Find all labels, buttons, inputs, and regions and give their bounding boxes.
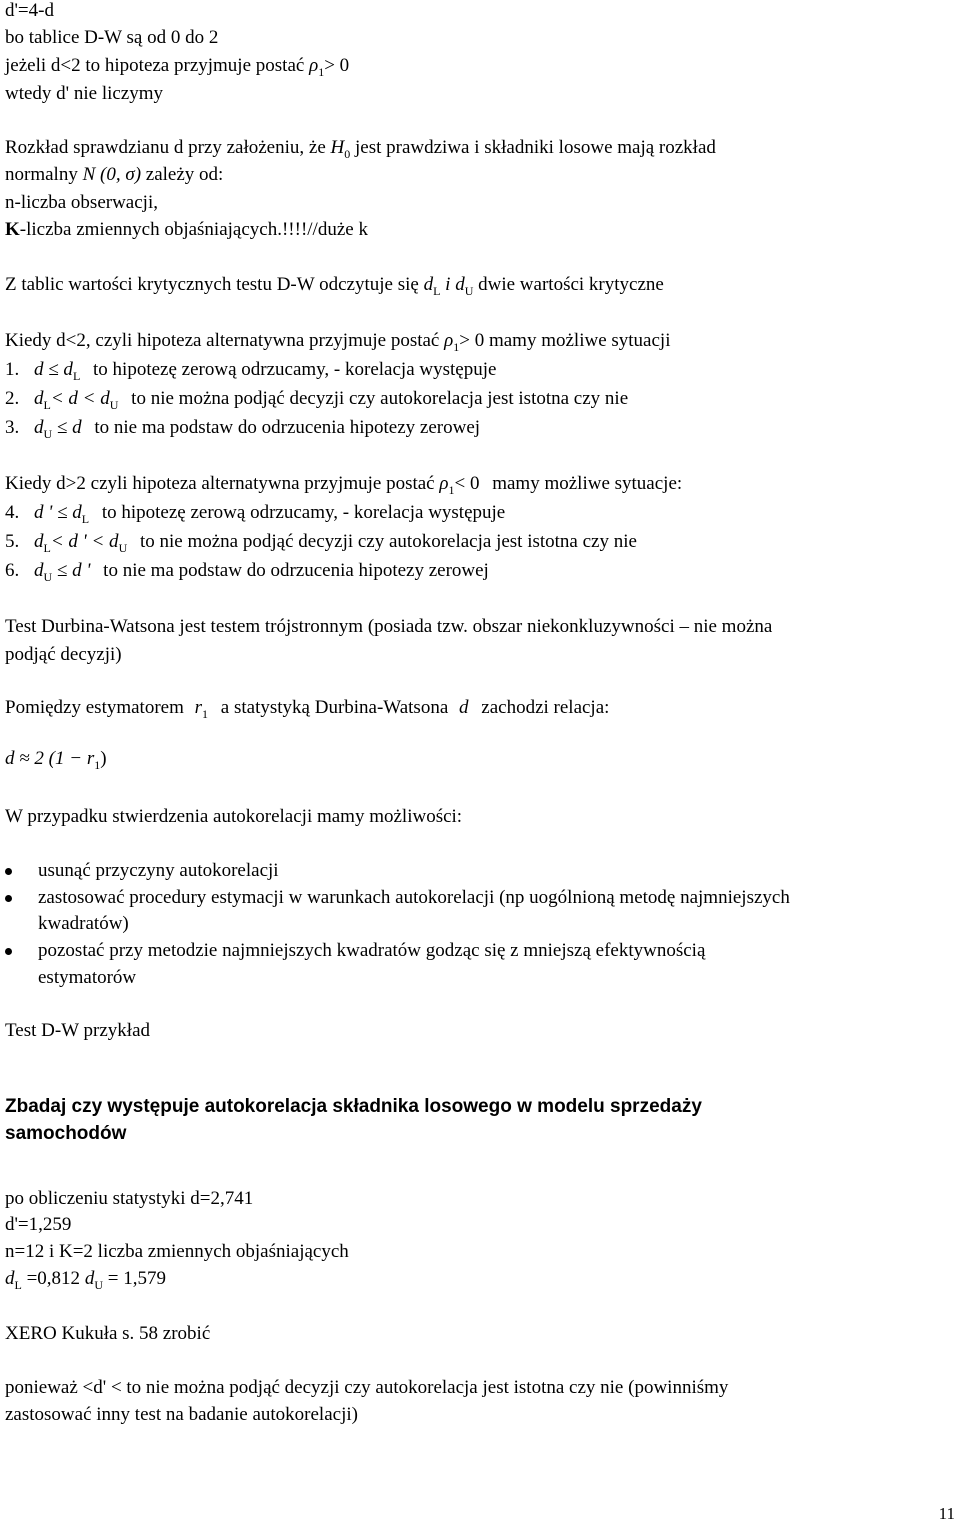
text-line: bo tablice D-W są od 0 do 2: [5, 27, 219, 48]
text-line: $d_L =0,812$ $d_U = 1,579$: [5, 1268, 166, 1292]
list-item: 2. $d_L< d < d_U$ to nie można podjąć decyzji czy autokorelacja jest istotna czy nie: [5, 388, 629, 412]
text-line: jeżeli d<2 to hipoteza przyjmuje postać $\rho_1> 0$: [5, 55, 350, 79]
page-number: 11: [938, 1504, 955, 1523]
section-heading: Zbadaj czy występuje autokorelacja składnika losowego w modelu sprzedaży: [5, 1096, 702, 1117]
text-line: Kiedy d<2, czyli hipoteza alternatywna przyjmuje postać $\rho_1> 0$ mamy możliwe sytuacji: [5, 330, 671, 354]
text-line: n=12 i K=2 liczba zmiennych objaśniających: [5, 1241, 349, 1262]
text-line: K-liczba zmiennych objaśniających.!!!!//duże k: [5, 219, 368, 240]
list-item: 3. $d_U \le d$ to nie ma podstaw do odrzucenia hipotezy zerowej: [5, 417, 481, 441]
document-page: d'=4-d bo tablice D-W są od 0 do 2 jeżeli d<2 to hipoteza przyjmuje postać $\rho_1> 0$ wtedy d' nie liczymy Rozkład sprawdzianu d przy założeniu, że $H_0$ jest prawdziwa i składniki losowe mają rozkład normalny N (0, σ) zależy od: n-liczba obserwacji, K-liczba zmiennych objaśniających.!!!!//duże k Z tablic wartości krytycznych testu D-W odczytuje się $d_L$ i $d_U$ dwie wartości krytyczne Kiedy d<2, czyli hipoteza alternatywna przyjmuje postać $\rho_1> 0$ mamy możliwe sytuacji 1. $d \le d_L$ to hipotezę zerową odrzucamy, - korelacja występuje 2. $d_L< d < d_U$ to nie można podjąć decyzji czy autokorelacja jest istotna czy nie 3. $d_U \le d$ to nie ma podstaw do odrzucenia hipotezy zerowej Kiedy d>2 czyli hipoteza alternatywna przyjmuje postać $\rho_1< 0$ mamy możliwe sytuacje: 4. d ' ≤ $d_L$ to hipotezę zerową odrzucamy, - korelacja występuje 5. $d_L< d$ ' < $d_U$ to nie można podjąć decyzji czy autokorelacja jest istotna czy nie 6. $d_U \le d$ ' to nie ma podstaw do odrzucenia hipotezy zerowej Test Durbina-Watsona jest testem trójstronnym (posiada tzw. obszar niekonkluzywności – nie można podjąć decyzji) Pomiędzy estymatorem $r_1$ a statystyką Durbina-Watsona d zachodzi relacja: d ≈ 2 $(1 - r_1)$ W przypadku stwierdzenia autokorelacji mamy możliwości: usunąć przyczyny autokorelacji zastosować procedury estymacji w warunkach autokorelacji (np uogólnioną metodę najmniejszych kwadratów) pozostać przy metodzie najmniejszych kwadratów godząc się z mniejszą efektywnością estymatorów Test D-W przykład Zbadaj czy występuje autokorelacja składnika losowego w modelu sprzedaży samochodów po obliczeniu statystyki d=2,741 d'=1,259 n=12 i K=2 liczba zmiennych objaśniających $d_L =0,812$ $d_U = 1,579$ XERO Kukuła s. 58 zrobić ponieważ <d' < to nie można podjąć decyzji czy autokorelacja jest istotna czy nie (powinniśmy zastosować inny test na badanie autokorelacji) 11: [5, 0, 955, 1523]
text-line: W przypadku stwierdzenia autokorelacji mamy możliwości:: [5, 806, 463, 827]
text-line: kwadratów): [38, 913, 129, 934]
text-line: Rozkład sprawdzianu d przy założeniu, że $H_0$ jest prawdziwa i składniki losowe mają rozkład: [5, 137, 716, 161]
text-line: wtedy d' nie liczymy: [5, 83, 164, 104]
text-line: podjąć decyzji): [5, 644, 122, 665]
text-line: Test Durbina-Watsona jest testem trójstronnym (posiada tzw. obszar niekonkluzywności – nie można: [5, 616, 773, 637]
text-line: normalny N (0, σ) zależy od:: [5, 164, 224, 185]
text-line: d'=4-d: [5, 0, 54, 21]
text-line: zastosować inny test na badanie autokorelacji): [5, 1404, 358, 1425]
formula: d ≈ 2 $(1 - r_1)$: [5, 748, 107, 772]
text-line: n-liczba obserwacji,: [5, 192, 158, 213]
text-line: Pomiędzy estymatorem $r_1$ a statystyką Durbina-Watsona d zachodzi relacja:: [5, 697, 610, 721]
text-line: Z tablic wartości krytycznych testu D-W odczytuje się $d_L$ i $d_U$ dwie wartości krytyczne: [5, 274, 664, 298]
list-item: 1. $d \le d_L$ to hipotezę zerową odrzucamy, - korelacja występuje: [5, 359, 497, 383]
text-line: XERO Kukuła s. 58 zrobić: [5, 1323, 211, 1344]
list-item: 5. $d_L< d$ ' < $d_U$ to nie można podjąć decyzji czy autokorelacja jest istotna czy nie: [5, 531, 637, 555]
list-item: 4. d ' ≤ $d_L$ to hipotezę zerową odrzucamy, - korelacja występuje: [5, 502, 506, 526]
text-line: ponieważ <d' < to nie można podjąć decyzji czy autokorelacja jest istotna czy nie (powinniśmy: [5, 1377, 729, 1398]
bullet-icon: [5, 868, 12, 875]
section-heading: samochodów: [5, 1123, 127, 1144]
bullet-icon: [5, 948, 12, 955]
list-item: 6. $d_U \le d$ ' to nie ma podstaw do odrzucenia hipotezy zerowej: [5, 560, 489, 584]
text-line: estymatorów: [38, 967, 137, 988]
text-line: Kiedy d>2 czyli hipoteza alternatywna przyjmuje postać $\rho_1< 0$ mamy możliwe sytuacje:: [5, 473, 683, 497]
text-line: Test D-W przykład: [5, 1020, 150, 1041]
text-line: po obliczeniu statystyki d=2,741: [5, 1188, 254, 1209]
text-line: d'=1,259: [5, 1214, 72, 1235]
bullet-icon: [5, 895, 12, 902]
